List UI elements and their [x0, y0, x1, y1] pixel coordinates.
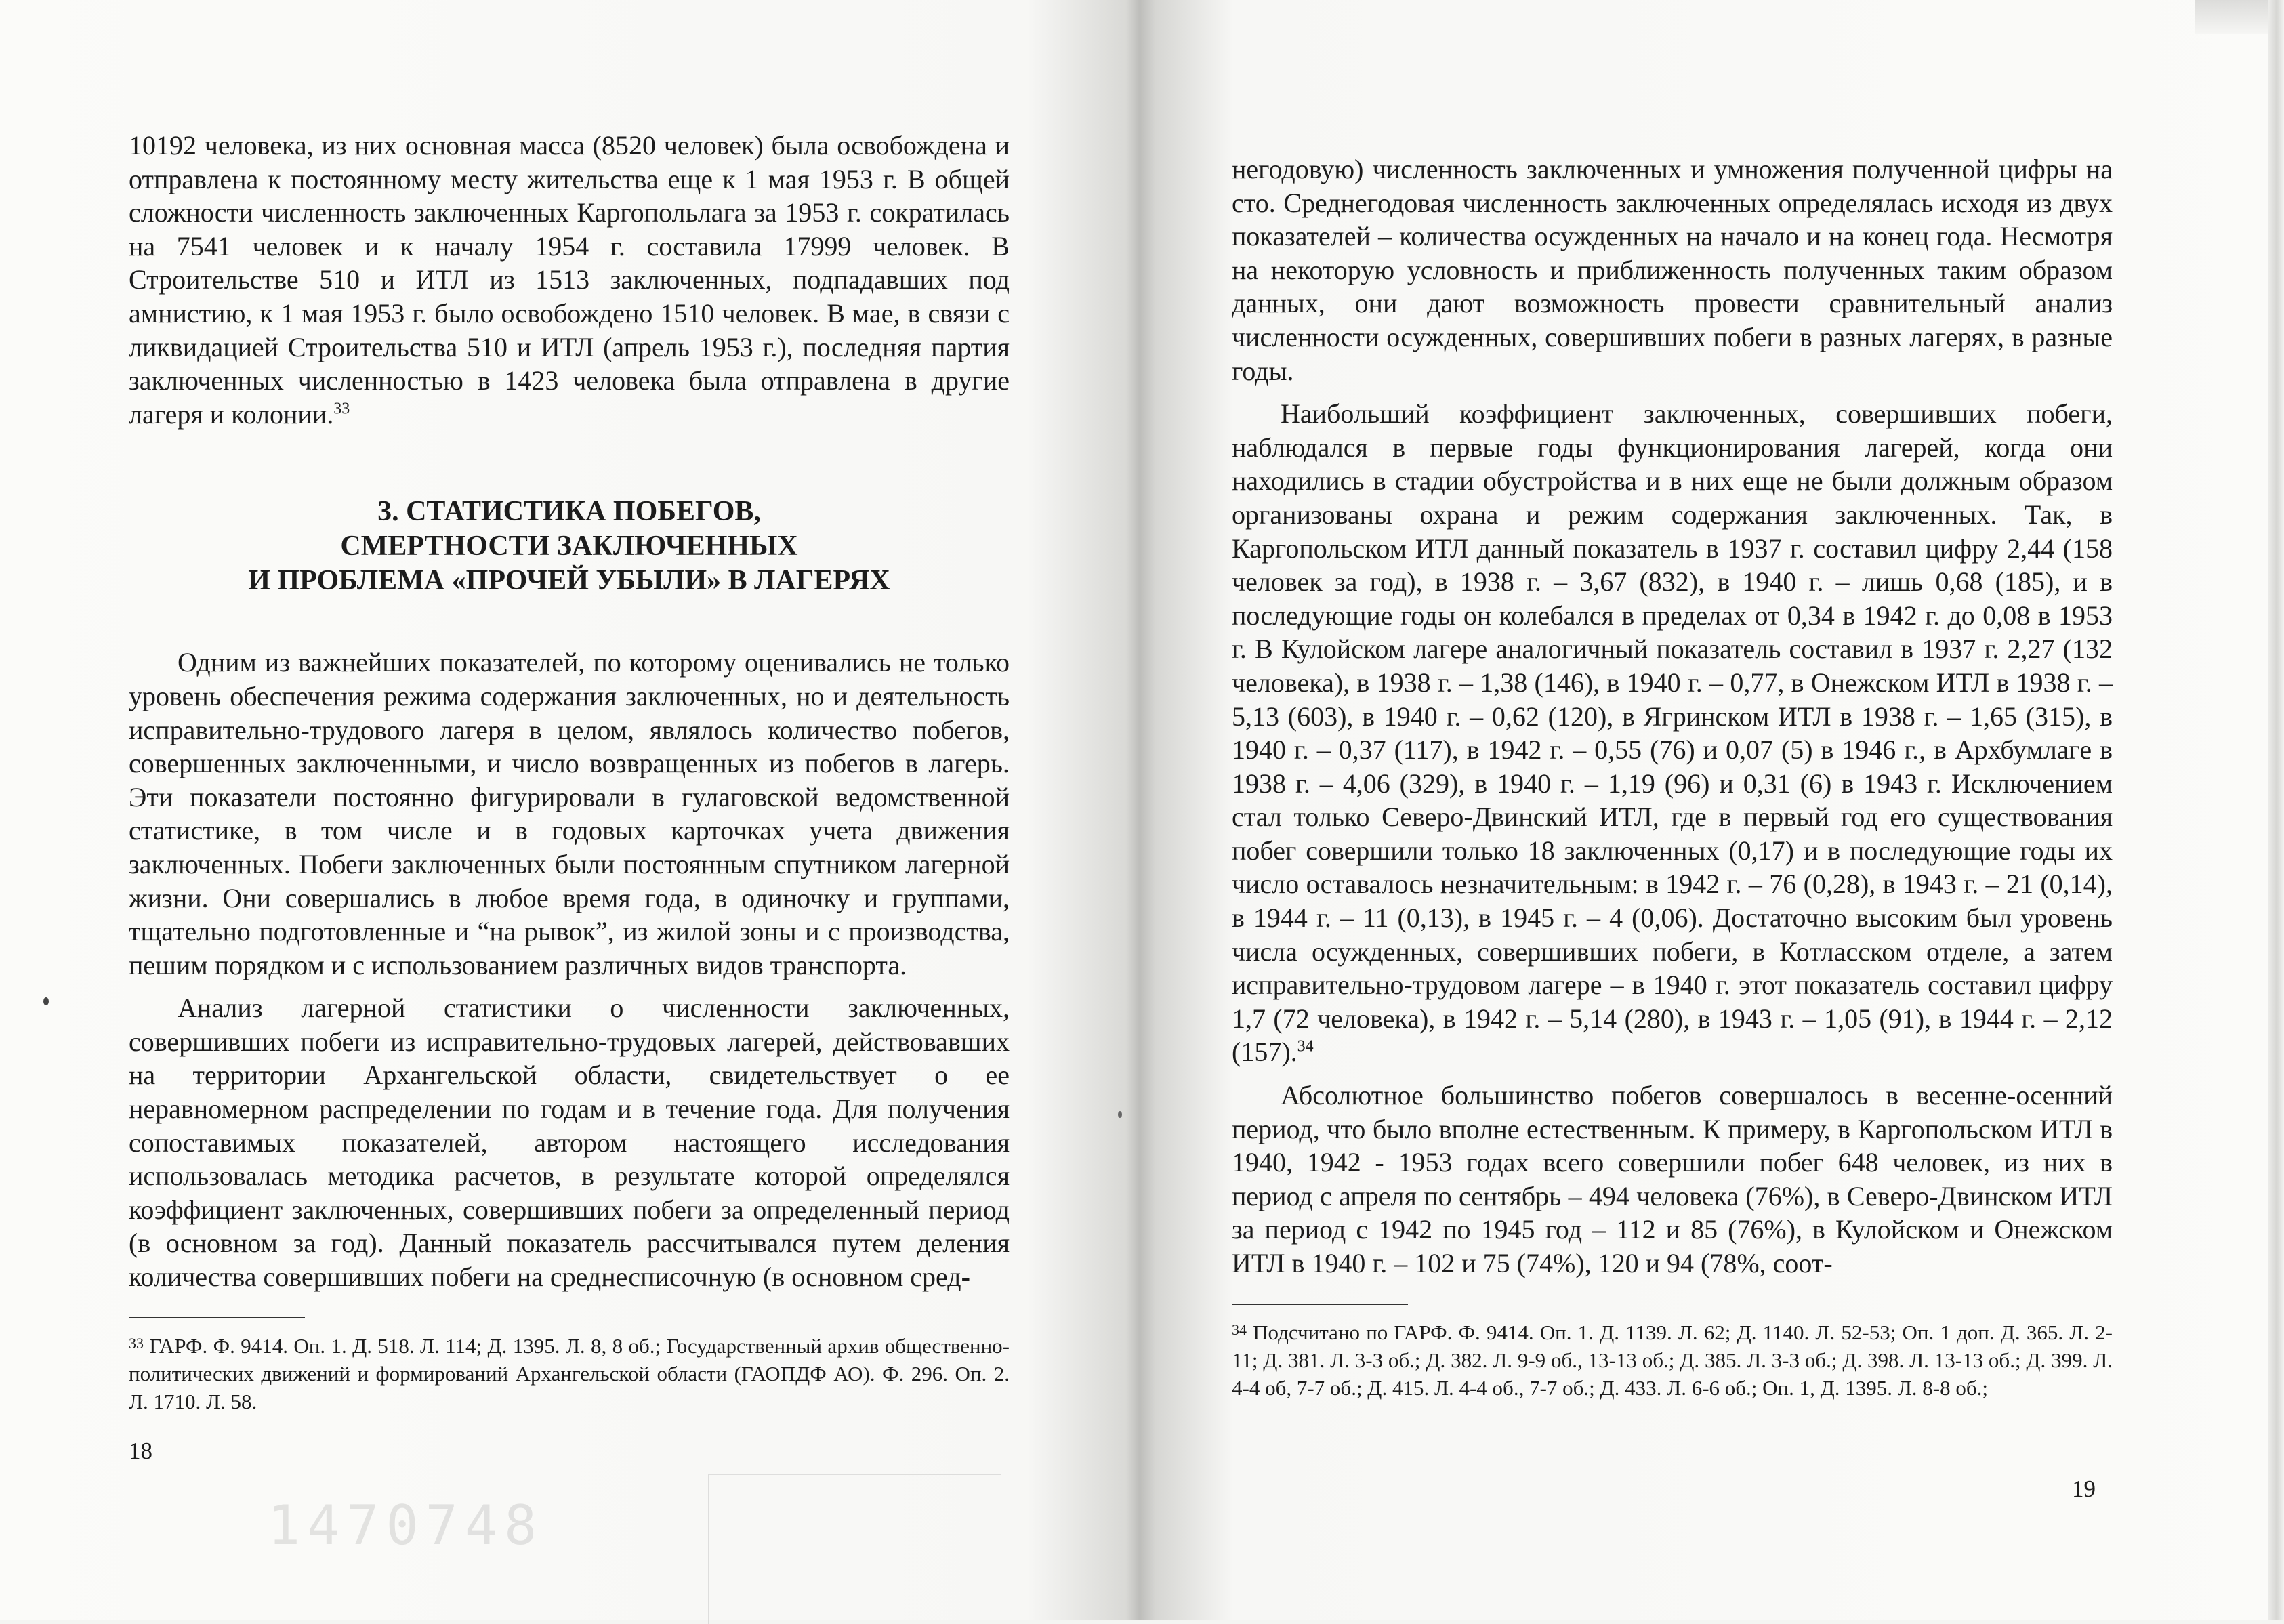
footnote-divider	[129, 1317, 305, 1318]
bleed-through-stamp: 1470748	[268, 1494, 544, 1557]
right-page	[1232, 152, 2113, 1402]
right-footnote: $^{34}$ Подсчитано по ГАРФ. Ф. 9414. Оп. 1. Д. 1139. Л. 62; Д. 1140. Л. 52-53; Оп. 1 доп. Д. 365. Л. 2-11; Д. 381. Л. 3-3 об.; Д. 382. Л. 9-9 об., 13-13 об.; Д. 385. Л. 3-3 об.; Д. 398. Л. 13-13 об.; Д. 399. Л. 4-4 об, 7-7 об.; Д. 415. Л. 4-4 об., 7-7 об.; Д. 433. Л. 6-6 об.; Оп. 1, Д. 1395. Л. 8-8 об.;	[1232, 1320, 2113, 1400]
footnote-ref-34: 34	[1297, 1038, 1314, 1056]
footnote-ref-33: 33	[333, 400, 350, 418]
footnote-number: 34	[1232, 1320, 1247, 1338]
footnote-divider	[1232, 1304, 1408, 1305]
scan-speck	[43, 997, 49, 1005]
left-paragraph-2: Одним из важнейших показателей, по которому оценивались не только уровень обеспечения режима содержания заключенных, но и деятельность исправительно-трудового лагеря в целом, являлось количество побегов, совершенных заключенными, и число возвращенных из побегов в лагерь. Эти показатели постоянно фигурировали в гулаговской ведомственной статистике, в том числе и в годовых карточках учета движения заключенных. Побеги заключенных были постоянным спутником лагерной жизни. Они совершались в любое время года, в одиночку и группами, тщательно подготовленные и “на рывок”, из жилой зоны и с производства, пешим порядком и с использованием различных видов транспорта.	[129, 647, 1010, 980]
heading-line-2: СМЕРТНОСТИ ЗАКЛЮЧЕННЫХ	[340, 530, 798, 562]
heading-line-1: 3. СТАТИСТИКА ПОБЕГОВ,	[377, 496, 761, 528]
right-paragraph-3: Абсолютное большинство побегов совершалось в весенне-осенний период, что было вполне естественным. К примеру, в Каргопольском ИТЛ в 1940, 1942 - 1953 годах всего совершили побег 648 человек, из них в период с апреля по сентябрь – 494 человека (76%), в Северо-Двинском ИТЛ за период с 1942 по 1945 год – 112 и 85 (76%), в Кулойском и Онежском ИТЛ в 1940 г. – 102 и 75 (74%), 120 и 94 (78%, соот-	[1232, 1080, 2113, 1278]
left-paragraph-1: 10192 человека, из них основная масса (8520 человек) была освобождена и отправлена к постоянному месту жительства еще к 1 мая 1953 г. В общей сложности численность заключенных Каргопольлага за 1953 г. сократилась на 7541 человек и к началу 1954 г. составила 17999 человек. В Строительстве 510 и ИТЛ из 1513 заключенных, подпадавших под амнистию, к 1 мая 1953 г. было освобождено 1510 человек. В мае, в связи с ликвидацией Строительства 510 и ИТЛ (апрель 1953 г.), последняя партия заключенных численностью в 1423 человека была отправлена в другие лагеря и колонии.$^{33}$	[129, 130, 1010, 430]
heading-line-3: И ПРОБЛЕМА «ПРОЧЕЙ УБЫЛИ» В ЛАГЕРЯХ	[248, 565, 890, 597]
left-paragraph-3: Анализ лагерной статистики о численности заключенных, совершивших побеги из исправительно-трудовых лагерей, действовавших на территории Архангельской области, свидетельствует о ее неравномерном распределении по годам и в течение года. Для получения сопоставимых показателей, автором настоящего исследования использовалась методика расчетов, в результате которой определялся коэффициент заключенных, совершивших побеги за определенный период (в основном за год). Данный показатель рассчитывался путем деления количества совершивших побеги на среднесписочную (в основном сред-	[129, 993, 1010, 1293]
right-paragraph-2: Наибольший коэффициент заключенных, совершивших побеги, наблюдался в первые годы функционирования лагерей, когда они находились в стадии обустройства и в них еще не были должным образом организованы охрана и режим содержания заключенных. Так, в Каргопольском ИТЛ данный показатель в 1937 г. составил цифру 2,44 (158 человек за год), в 1938 г. – 3,67 (832), в 1940 г. – лишь 0,68 (185), и в последующие годы он колебался в пределах от 0,34 в 1942 г. до 0,08 в 1953 г. В Кулойском лагере аналогичный показатель составил в 1937 г. 2,27 (132 человека), в 1938 г. – 1,38 (146), в 1940 г. – 0,77, в Онежском ИТЛ в 1938 г. – 5,13 (603), в 1940 г. – 0,62 (120), в Ягринском ИТЛ в 1938 г. – 1,65 (315), в 1940 г. – 0,37 (117), в 1942 г. – 0,55 (76) и 0,07 (5) в 1946 г., в Архбумлаге в 1938 г. – 4,06 (329), в 1940 г. – 1,19 (96) и 0,31 (6) в 1943 г. Исключением стал только Северо-Двинский ИТЛ, где в первый год его существования побег совершили только 18 заключенных (0,17) и в последующие годы их число оставалось незначительным: в 1942 г. – 76 (0,28), в 1943 г. – 21 (0,14), в 1944 г. – 11 (0,13), в 1945 г. – 4 (0,06). Достаточно высоким был уровень числа осужденных, совершивших побеги, в Котласском отделе, а затем исправительно-трудовом лагере – в 1940 г. этот показатель составил цифру 1,7 (72 человека), в 1942 г. – 5,14 (280), в 1943 г. – 1,05 (91), в 1944 г. – 2,12 (157).$^{34}$	[1232, 398, 2113, 1068]
page-number-left: 18	[129, 1438, 152, 1464]
section-heading	[129, 495, 1010, 598]
scan-speck	[1118, 1111, 1122, 1118]
left-page	[129, 129, 1010, 1415]
page-number-right: 19	[2072, 1476, 2096, 1502]
right-paragraph-1: негодовую) численность заключенных и умножения полученной цифры на сто. Среднегодовая численность заключенных определялась исходя из двух показателей – количества осужденных на начало и на конец года. Несмотря на некоторую условность и приближенность полученных таким образом данных, они дают возможность провести сравнительный анализ численности осужденных, совершивших побеги в разных лагерях, в разные годы.	[1232, 154, 2113, 386]
footnote-number: 33	[129, 1334, 144, 1352]
page-edge-right	[2268, 0, 2284, 1620]
left-footnote: $^{33}$ ГАРФ. Ф. 9414. Оп. 1. Д. 518. Л. 114; Д. 1395. Л. 8, 8 об.; Государственный архив общественно-политических движений и формирований Архангельской области (ГАОПДФ АО). Ф. 296. Оп. 2. Л. 1710. Л. 58.	[129, 1333, 1010, 1413]
bleed-through-frame	[708, 1474, 1001, 1624]
